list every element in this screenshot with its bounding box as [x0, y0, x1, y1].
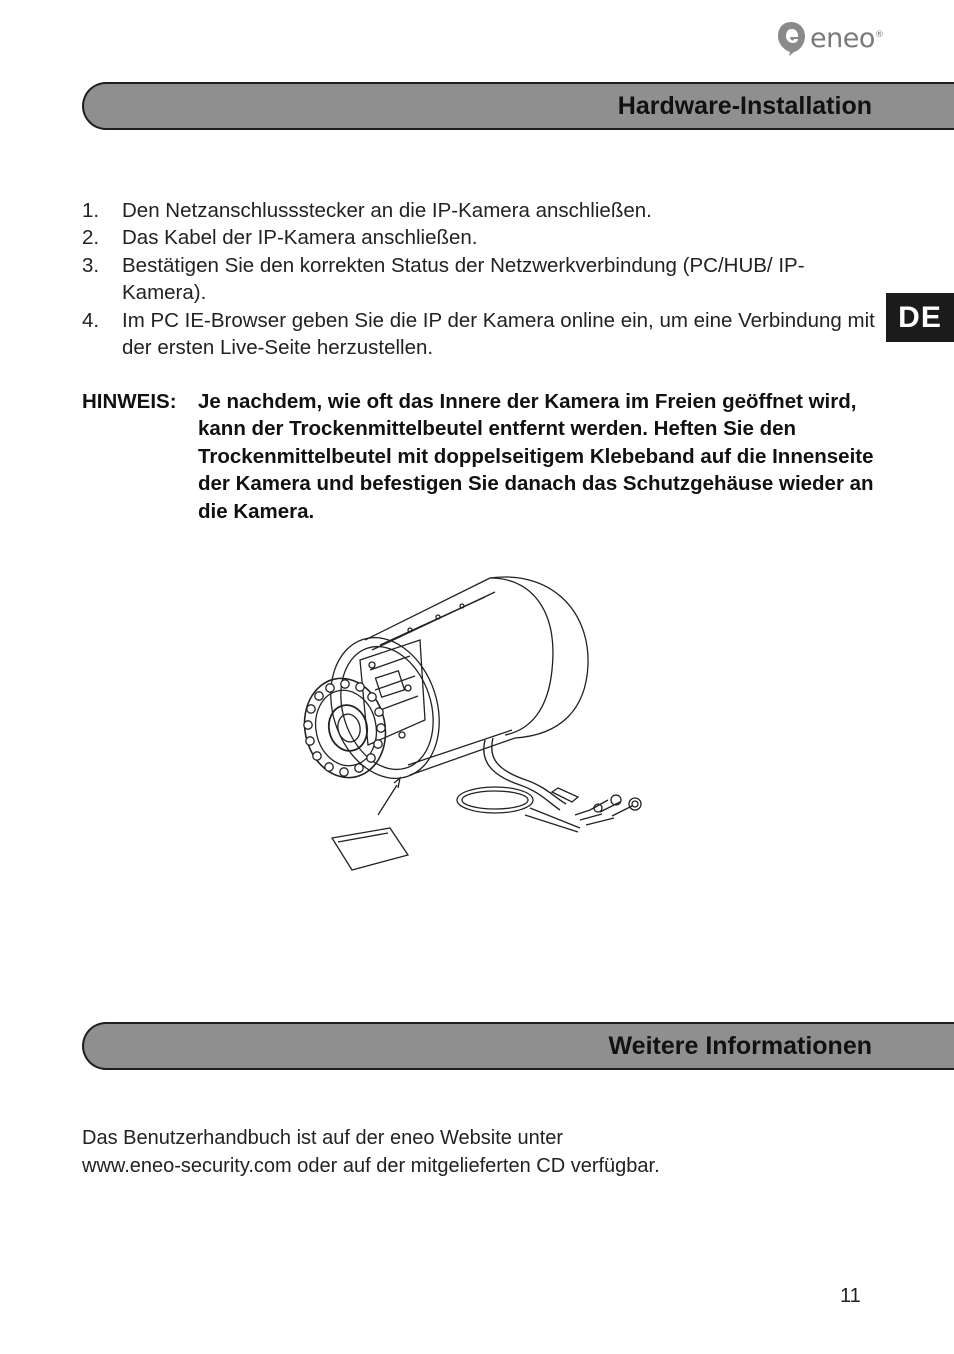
- camera-installation-illustration: [290, 570, 670, 880]
- section-header-info: [82, 1022, 954, 1070]
- step-number: 1.: [82, 199, 100, 222]
- language-tab-de: DE: [886, 293, 954, 342]
- brand-name: eneo: [810, 22, 875, 54]
- note-text: Je nachdem, wie oft das Innere der Kamera im Freien geöffnet wird, kann der Trockenmittelbeutel entfernt werden. Heften Sie den Trockenmittelbeutel mit doppelseitigem Klebeband auf die Innenseite der Kamera und befestigen Sie danach das Schutzgehäuse wieder an die Kamera.: [198, 390, 874, 523]
- step-item: [82, 252, 882, 307]
- step-item: [82, 307, 882, 362]
- installation-steps: [82, 197, 882, 361]
- step-text: Das Kabel der IP-Kamera anschließen.: [122, 226, 478, 250]
- step-number: 2.: [82, 226, 100, 250]
- step-text: Bestätigen Sie den korrekten Status der Netzwerkverbindung (PC/HUB/ IP-Kamera).: [122, 253, 805, 305]
- eneo-logo: [775, 18, 885, 58]
- step-number: 3.: [82, 253, 100, 277]
- step-number: 4.: [82, 308, 100, 332]
- page-number: 11: [840, 1285, 861, 1307]
- info-line-1: Das Benutzerhandbuch ist auf der eneo Website unter: [82, 1127, 564, 1149]
- brand-registered-mark: ®: [874, 29, 884, 40]
- note-block: [82, 388, 882, 525]
- section-header-hardware: [82, 82, 954, 130]
- info-paragraph: [82, 1125, 842, 1180]
- step-item: [82, 197, 882, 224]
- step-text: Im PC IE-Browser geben Sie die IP der Kamera online ein, um eine Verbindung mit der ersten Live-Seite herzustellen.: [122, 308, 875, 360]
- step-text: Den Netzanschlussstecker an die IP-Kamera anschließen.: [122, 199, 652, 222]
- info-line-2: www.eneo-security.com oder auf der mitgelieferten CD verfügbar.: [82, 1154, 660, 1177]
- eneo-logo-icon: [775, 19, 807, 57]
- section-title-hardware: Hardware-Installation: [617, 92, 872, 120]
- step-item: [82, 224, 882, 251]
- section-title-info: Weitere Informationen: [608, 1032, 872, 1060]
- note-label: HINWEIS:: [82, 390, 177, 413]
